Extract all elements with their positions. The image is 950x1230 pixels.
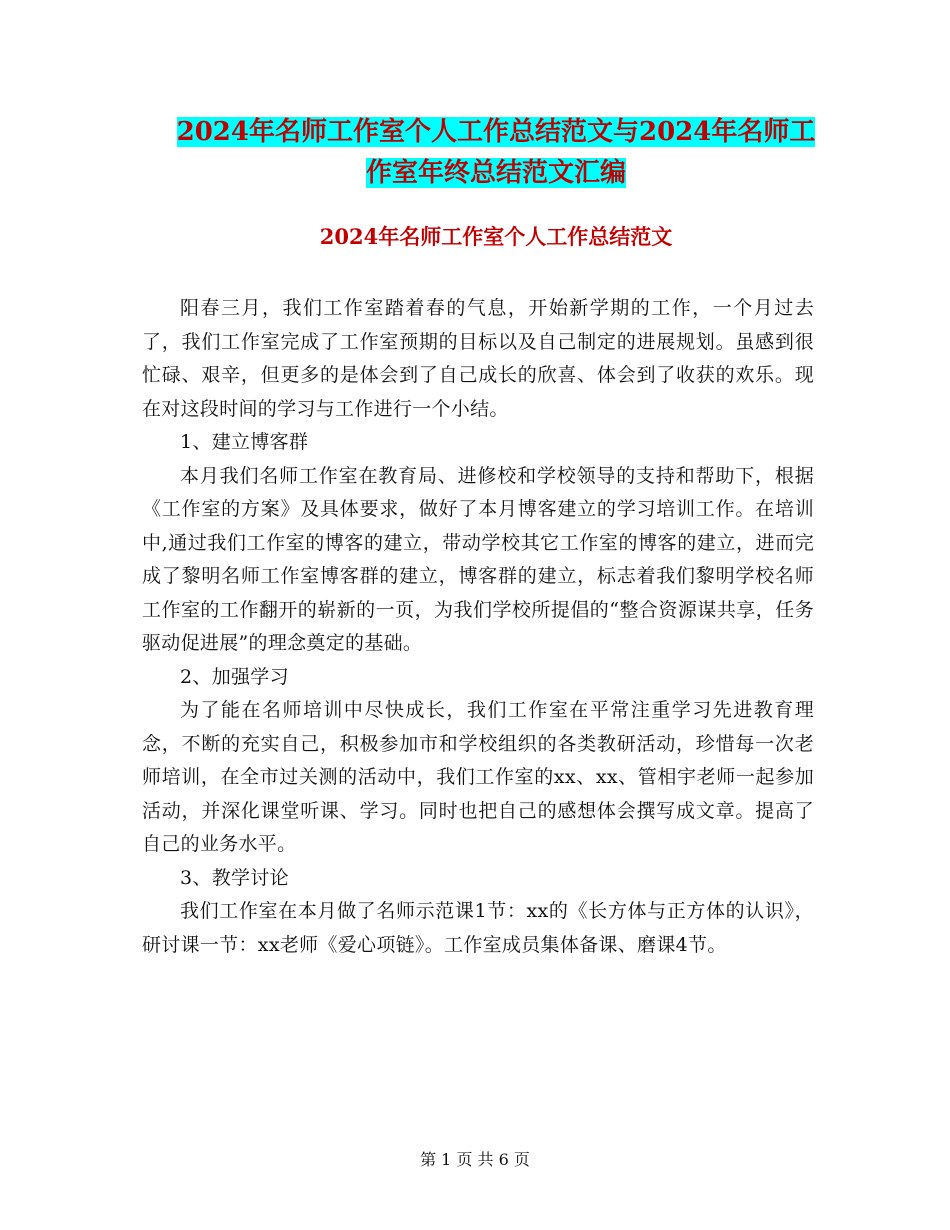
paragraph-study: 为了能在名师培训中尽快成长，我们工作室在平常注重学习先进教育理念，不断的充实自己，积极参加市和学校组织的各类教研活动，珍惜每一次老师培训，在全市过关测的活动中，我们工作室的xx、xx、管相宇老师一起参加活动，并深化课堂听课、学习。同时也把自己的感想体会撰写成文章。提高了自己的业务水平。 [142,699,814,855]
document-title-line-2: 作室年终总结范文汇编 [365,158,626,188]
document-title-line-1: 2024年名师工作室个人工作总结范文与2024年名师工 [176,117,816,147]
heading-study: 2、加强学习 [180,665,289,688]
heading-blog-group: 1、建立博客群 [180,431,309,453]
paragraph-blog-group: 本月我们名师工作室在教育局、进修校和学校领导的支持和帮助下，根据《工作室的方案》及具体要求，做好了本月博客建立的学习培训工作。在培训中,通过我们工作室的博客的建立，带动学校其它工作室的博客的建立，进而完成了黎明名师工作室博客群的建立，博客群的建立，标志着我们黎明学校名师工作室的工作翻开的崭新的一页，为我们学校所提倡的“整合资源谋共享，任务驱动促进展”的理念奠定的基础。 [142,464,814,654]
section-title: 2024年名师工作室个人工作总结范文 [319,224,673,249]
document-body [142,292,814,962]
paragraph-teaching-discussion: 我们工作室在本月做了名师示范课1节：xx的《长方体与正方体的认识》，研讨课一节：xx老师《爱心项链》。工作室成员集体备课、磨课4节。 [142,900,814,956]
page-number-footer: 第 1 页 共 6 页 [420,1150,530,1169]
document-title [140,112,852,194]
paragraph-intro: 阳春三月，我们工作室踏着春的气息，开始新学期的工作，一个月过去了，我们工作室完成了工作室预期的目标以及自己制定的进展规划。虽感到很忙碌、艰辛，但更多的是体会到了自己成长的欣喜、体会到了收获的欢乐。现在对这段时间的学习与工作进行一个小结。 [142,297,814,420]
heading-teaching-discussion: 3、教学讨论 [180,866,289,889]
